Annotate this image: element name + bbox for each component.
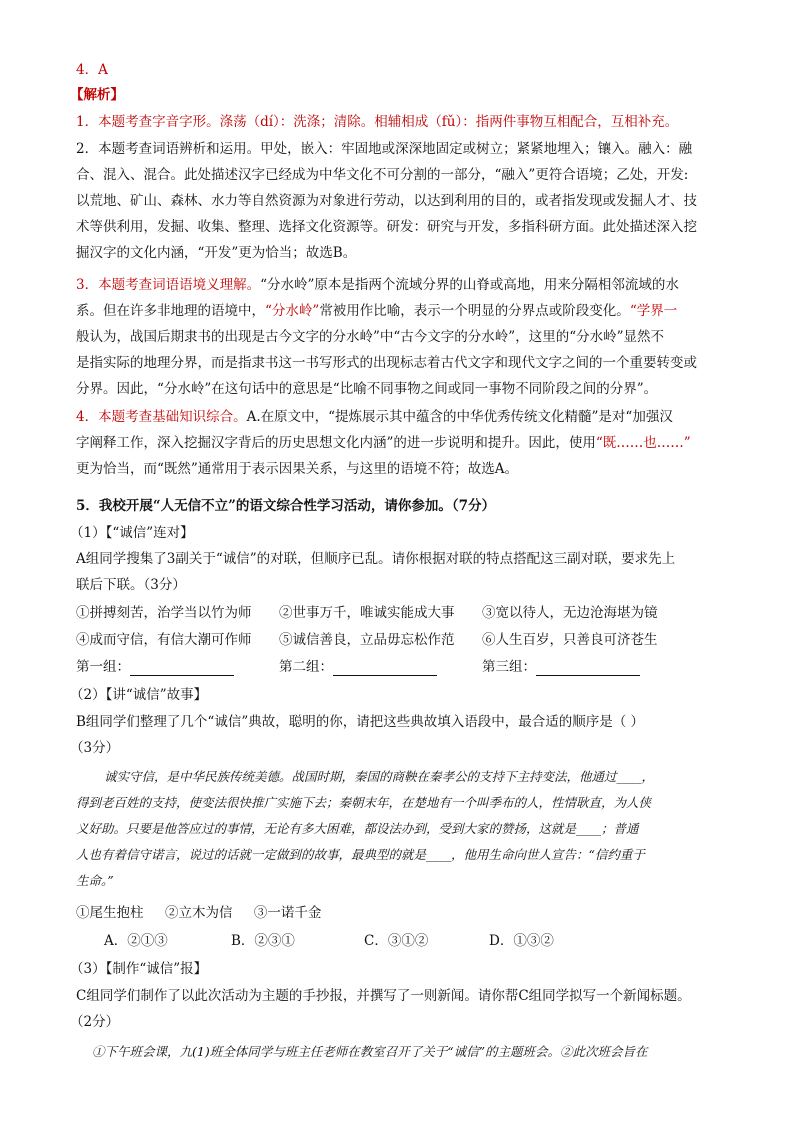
part2-label: （2）【讲“诚信”故事】 — [70, 687, 208, 703]
analysis-text-run: 2．本题考查词语辨析和运用。甲处，嵌入：牢固地或深深地固定或树立；紧紧地埋入；镶入。融入：融 — [76, 141, 693, 157]
analysis-text-run: 3．本题考查词语语境义理解。 — [76, 277, 261, 293]
passage-line: 义好助。只要是他答应过的事情，无论有多大困难，都设法办到，受到大家的赞扬，这就是____；普通 — [76, 821, 639, 836]
analysis-text-run: 般认为，战国后期隶书的出现是古今文字的分水岭”中“古今文字的分水岭”，这里的“分水岭”显然不 — [76, 329, 665, 345]
analysis-text-run: 4．本题考查基础知识综合。 — [76, 409, 247, 425]
news-passage: ①下午班会课，九(1)班全体同学与班主任老师在教室召开了关于“诚信”的主题班会。②此次班会旨在 — [92, 1044, 648, 1059]
analysis-line — [76, 218, 726, 236]
analysis-text-run: “分水岭”原本是指两个流域分界的山脊或高地，用来分隔相邻流域的水 — [260, 277, 679, 293]
couplet-option: ④成而守信，有信大潮可作师 — [76, 632, 252, 648]
analysis-text-run: “学界一 — [629, 303, 678, 319]
choice-c[interactable]: C．③①② — [364, 933, 429, 949]
passage-line: 人也有着信守诺言，说过的话就一定做到的故事，最典型的就是____，他用生命向世人宣告：“信约重于 — [76, 847, 645, 862]
part3-instruction-cont: （2分） — [70, 1014, 120, 1030]
analysis-line — [76, 408, 726, 426]
choice-d[interactable]: D．①③② — [489, 933, 554, 949]
part1-instruction-cont: 联后下联。（3分） — [76, 577, 186, 593]
analysis-line — [76, 328, 726, 346]
analysis-line — [76, 140, 726, 158]
analysis-text-run: 术等供利用，发掘、收集、整理、选择文化资源等。研发：研究与开发，多指科研方面。此处描述深入挖 — [76, 219, 697, 235]
analysis-text-run: 是指实际的地理分界，而是指隶书这一书写形式的出现标志着古代文字和现代文字之间的一个重要转变或 — [76, 355, 697, 371]
answer-header: 4．A — [76, 62, 108, 78]
analysis-line — [76, 192, 726, 210]
analysis-line — [76, 434, 726, 452]
couplet-option: ③宽以待人，无边沧海堪为镜 — [482, 605, 658, 621]
part1-instruction: A组同学搜集了3副关于“诚信”的对联，但顺序已乱。请你根据对联的特点搭配这三副对联，要求先上 — [76, 551, 676, 567]
analysis-text-run: 掘汉字的文化内涵，“开发”更为恰当；故选B。 — [76, 245, 357, 261]
analysis-line — [76, 302, 726, 320]
choice-b[interactable]: B．②③① — [231, 933, 295, 949]
choice-a[interactable]: A．②①③ — [104, 933, 168, 949]
analysis-line — [76, 354, 726, 372]
analysis-line — [76, 244, 726, 262]
analysis-text-run: 合、混入、混合。此处描述汉字已经成为中华文化不可分割的一部分，“融入”更符合语境；乙处，开发: — [76, 167, 689, 183]
couplet-option: ⑥人生百岁，只善良可济苍生 — [482, 632, 658, 648]
analysis-text-run: A.在原文中，“提炼展示其中蕴含的中华优秀传统文化精髓”是对“加强汉 — [246, 409, 673, 425]
analysis-line — [76, 380, 726, 398]
analysis-text-run: 常被用作比喻，表示一个明显的分界点或阶段变化。 — [319, 303, 630, 319]
analysis-text-run: 以荒地、矿山、森林、水力等自然资源为对象进行劳动，以达到利用的目的，或者指发现或发掘人才、技 — [76, 193, 697, 209]
analysis-line — [76, 166, 726, 184]
analysis-line — [76, 276, 726, 294]
part1-label: （1）【“诚信”连对】 — [70, 525, 194, 541]
group-2-label: 第二组： — [279, 659, 333, 675]
group-3-answer — [482, 658, 640, 676]
group-3-label: 第三组： — [482, 659, 536, 675]
group-2-blank[interactable] — [333, 661, 437, 676]
analysis-text-run: 分界。因此，“分水岭”在这句话中的意思是“比喻不同事物之间或同一事物不同阶段之间的分界”。 — [76, 381, 658, 397]
part2-instruction: B组同学们整理了几个“诚信”典故，聪明的你，请把这些典故填入语段中，最合适的顺序是（ ） — [76, 714, 645, 730]
question-5-title: 5．我校开展“人无信不立”的语文综合性学习活动，请你参加。（7分） — [76, 498, 496, 514]
group-1-blank[interactable] — [130, 661, 234, 676]
analysis-text-run: “分水岭” — [265, 303, 320, 319]
group-1-answer — [76, 658, 234, 676]
part3-instruction: C组同学们制作了以此次活动为主题的手抄报，并撰写了一则新闻。请你帮C组同学拟写一个新闻标题。 — [76, 988, 691, 1004]
story-items: ①尾生抱柱 ②立木为信 ③一诺千金 — [76, 905, 322, 921]
passage-line: 生命。” — [76, 873, 114, 888]
passage-line: 诚实守信，是中华民族传统美德。战国时期，秦国的商鞅在秦孝公的支持下主持变法，他通过____， — [104, 769, 655, 784]
couplet-option: ①拼搏刻苦，治学当以竹为师 — [76, 605, 252, 621]
analysis-text-run: 1．本题考查字音字形。涤荡（dí）：洗涤；清除。相辅相成（fǔ）：指两件事物互相配合，互相补充。 — [76, 114, 679, 130]
analysis-text-run: “既……也……” — [595, 435, 691, 451]
analysis-label: 【解析】 — [70, 87, 124, 103]
group-3-blank[interactable] — [536, 661, 640, 676]
part2-instruction-cont: （3分） — [70, 740, 120, 756]
passage-line: 得到老百姓的支持，使变法很快推广实施下去；秦朝末年，在楚地有一个叫季布的人，性情耿直，为人侠 — [76, 795, 652, 810]
part3-label: （3）【制作“诚信”报】 — [70, 961, 208, 977]
group-2-answer — [279, 658, 437, 676]
analysis-line — [76, 113, 726, 131]
couplet-option: ②世事万千，唯诚实能成大事 — [279, 605, 455, 621]
couplet-option: ⑤诚信善良，立品毋忘松作范 — [279, 632, 455, 648]
analysis-line — [76, 460, 726, 478]
analysis-text-run: 字阐释工作，深入挖掘汉字背后的历史思想文化内涵”的进一步说明和提升。因此，使用 — [76, 435, 596, 451]
analysis-text-run: 更为恰当，而“既然”通常用于表示因果关系，与这里的语境不符；故选A。 — [76, 461, 519, 477]
group-1-label: 第一组： — [76, 659, 130, 675]
analysis-text-run: 系。但在许多非地理的语境中， — [76, 303, 265, 319]
